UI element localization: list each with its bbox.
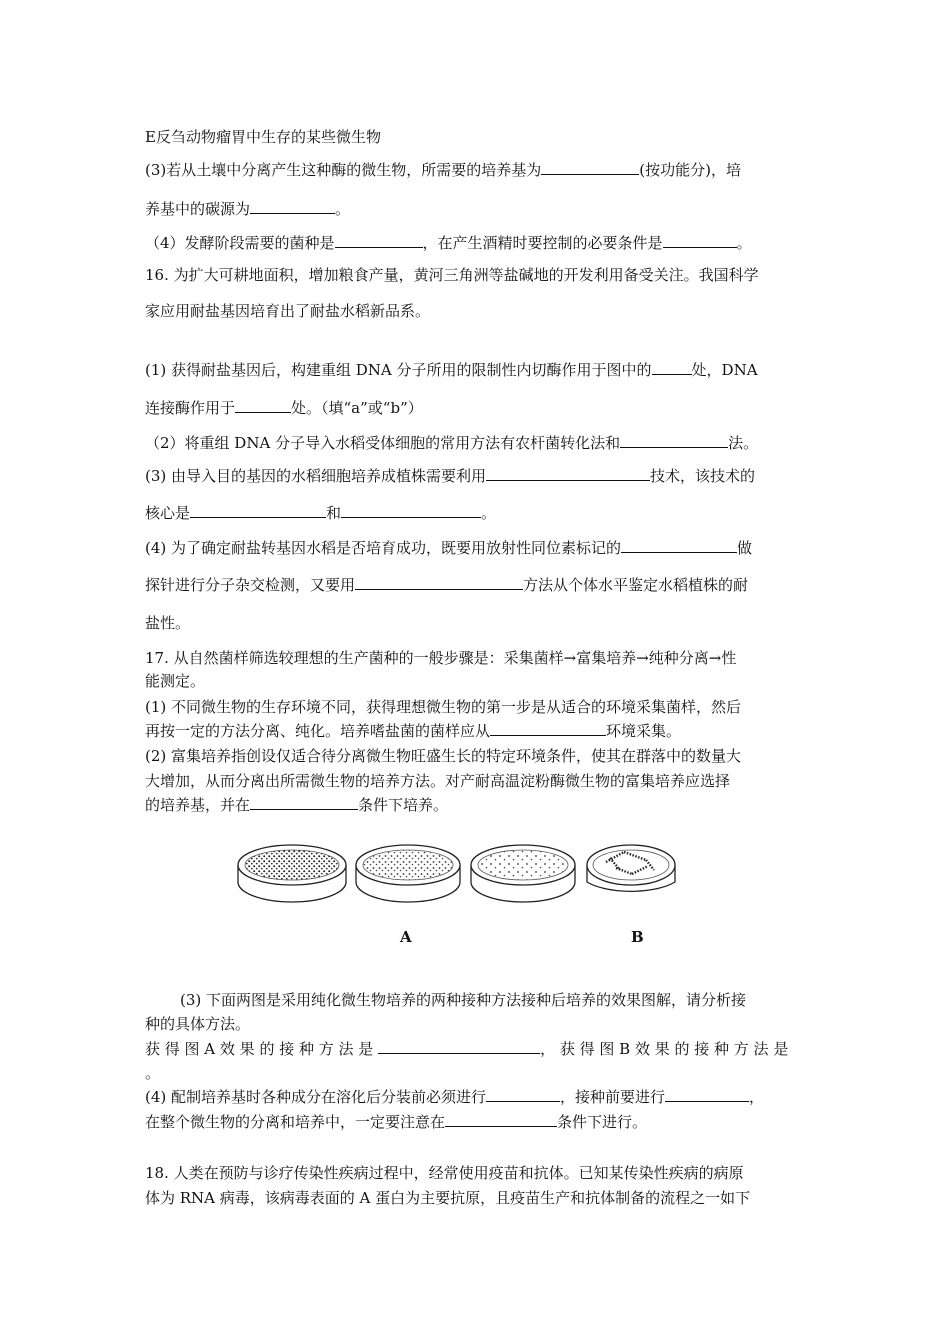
text-line: (3) 下面两图是采用纯化微生物培养的两种接种方法接种后培养的效果图解，请分析接 (180, 991, 747, 1009)
figure-label-b: B (631, 928, 644, 946)
question-16-heading: 16. 为扩大可耕地面积，增加粮食产量，黄河三角洲等盐碱地的开发利用备受关注。我国科学 (145, 266, 759, 284)
question-18-heading: 18. 人类在预防与诊疗传染性疾病过程中，经常使用疫苗和抗体。已知某传染性疾病的病原 (145, 1164, 744, 1182)
text-line: 再按一定的方法分离、纯化。培养嗜盐菌的菌样应从 环境采集。 (145, 722, 682, 740)
text-line: (4) 配制培养基时各种成分在溶化后分装前必须进行 ，接种前要进行 ， (145, 1088, 765, 1106)
petri-dishes-illustration (228, 830, 678, 955)
text-line: E反刍动物瘤胃中生存的某些微生物 (145, 128, 381, 146)
text-line: （4）发酵阶段需要的菌种是 ，在产生酒精时要控制的必要条件是 。 (145, 234, 752, 252)
text-line: (4) 为了确定耐盐转基因水稻是否培育成功，既要用放射性同位素标记的 做 (145, 539, 753, 557)
answer-blank[interactable] (621, 538, 737, 553)
petri-dish-figure (228, 830, 678, 955)
petri-dish-3 (471, 845, 575, 902)
text-line: 核心是 和 。 (145, 504, 497, 522)
text-line: 盐性。 (145, 614, 191, 632)
answer-blank[interactable] (490, 721, 606, 736)
text-line: 养基中的碳源为 。 (145, 200, 351, 218)
answer-blank[interactable] (378, 1039, 540, 1054)
answer-blank[interactable] (341, 503, 481, 518)
petri-dish-4 (585, 845, 678, 902)
text-line: (1) 不同微生物的生存环境不同，获得理想微生物的第一步是从适合的环境采集菌样，然后 (145, 698, 742, 716)
answer-blank[interactable] (486, 1087, 560, 1102)
answer-blank[interactable] (235, 398, 291, 413)
text-line: 在整个微生物的分离和培养中，一定要注意在 条件下进行。 (145, 1113, 648, 1131)
text-line: 能测定。 (145, 672, 206, 690)
answer-blank[interactable] (355, 575, 523, 590)
figure-label-a: A (400, 928, 412, 946)
text-line: 种的具体方法。 (145, 1015, 251, 1033)
text-line: (1) 获得耐盐基因后，构建重组 DNA 分子所用的限制性内切酶作用于图中的 处，DNA (145, 361, 758, 379)
text-line: 的培养基，并在 条件下培养。 (145, 796, 449, 814)
text-line: (2) 富集培养指创设仅适合待分离微生物旺盛生长的特定环境条件，使其在群落中的数量大 (145, 747, 742, 765)
petri-dish-1 (238, 845, 346, 902)
answer-blank[interactable] (445, 1112, 557, 1127)
text-line: 探针进行分子杂交检测，又要用 方法从个体水平鉴定水稻植株的耐 (145, 576, 749, 594)
text-line: 大增加，从而分离出所需微生物的培养方法。对产耐高温淀粉酶微生物的富集培养应选择 (145, 772, 731, 790)
text-line: 。 (145, 1064, 161, 1082)
answer-blank[interactable] (665, 1087, 749, 1102)
text-line: (3) 由导入目的基因的水稻细胞培养成植株需要利用 技术，该技术的 (145, 467, 756, 485)
question-17-heading: 17. 从自然菌样筛选较理想的生产菌种的一般步骤是：采集菌样→富集培养→纯种分离→性 (145, 649, 737, 667)
answer-blank[interactable] (663, 233, 737, 248)
answer-blank[interactable] (620, 433, 728, 448)
answer-blank[interactable] (250, 795, 358, 810)
text-line: (3)若从土壤中分离产生这种酶的微生物，所需要的培养基为 (按功能分)，培 (145, 161, 741, 179)
answer-blank[interactable] (250, 199, 335, 214)
text-line: 家应用耐盐基因培育出了耐盐水稻新品系。 (145, 302, 431, 320)
text-line: 连接酶作用于 处。（填“a”或“b”） (145, 399, 423, 417)
answer-blank[interactable] (652, 360, 692, 375)
text-line: 体为 RNA 病毒，该病毒表面的 A 蛋白为主要抗原，且疫苗生产和抗体制备的流程之一如下 (145, 1189, 751, 1207)
answer-blank[interactable] (541, 160, 639, 175)
petri-dish-2 (356, 845, 460, 902)
text-line: 获 得 图 A 效 果 的 接 种 方 法 是 ， 获 得 图 B 效 果 的 接 种 方 法 是 (145, 1040, 789, 1058)
answer-blank[interactable] (486, 466, 650, 481)
answer-blank[interactable] (190, 503, 326, 518)
answer-blank[interactable] (335, 233, 423, 248)
text-line: （2）将重组 DNA 分子导入水稻受体细胞的常用方法有农杆菌转化法和 法。 (145, 434, 759, 452)
